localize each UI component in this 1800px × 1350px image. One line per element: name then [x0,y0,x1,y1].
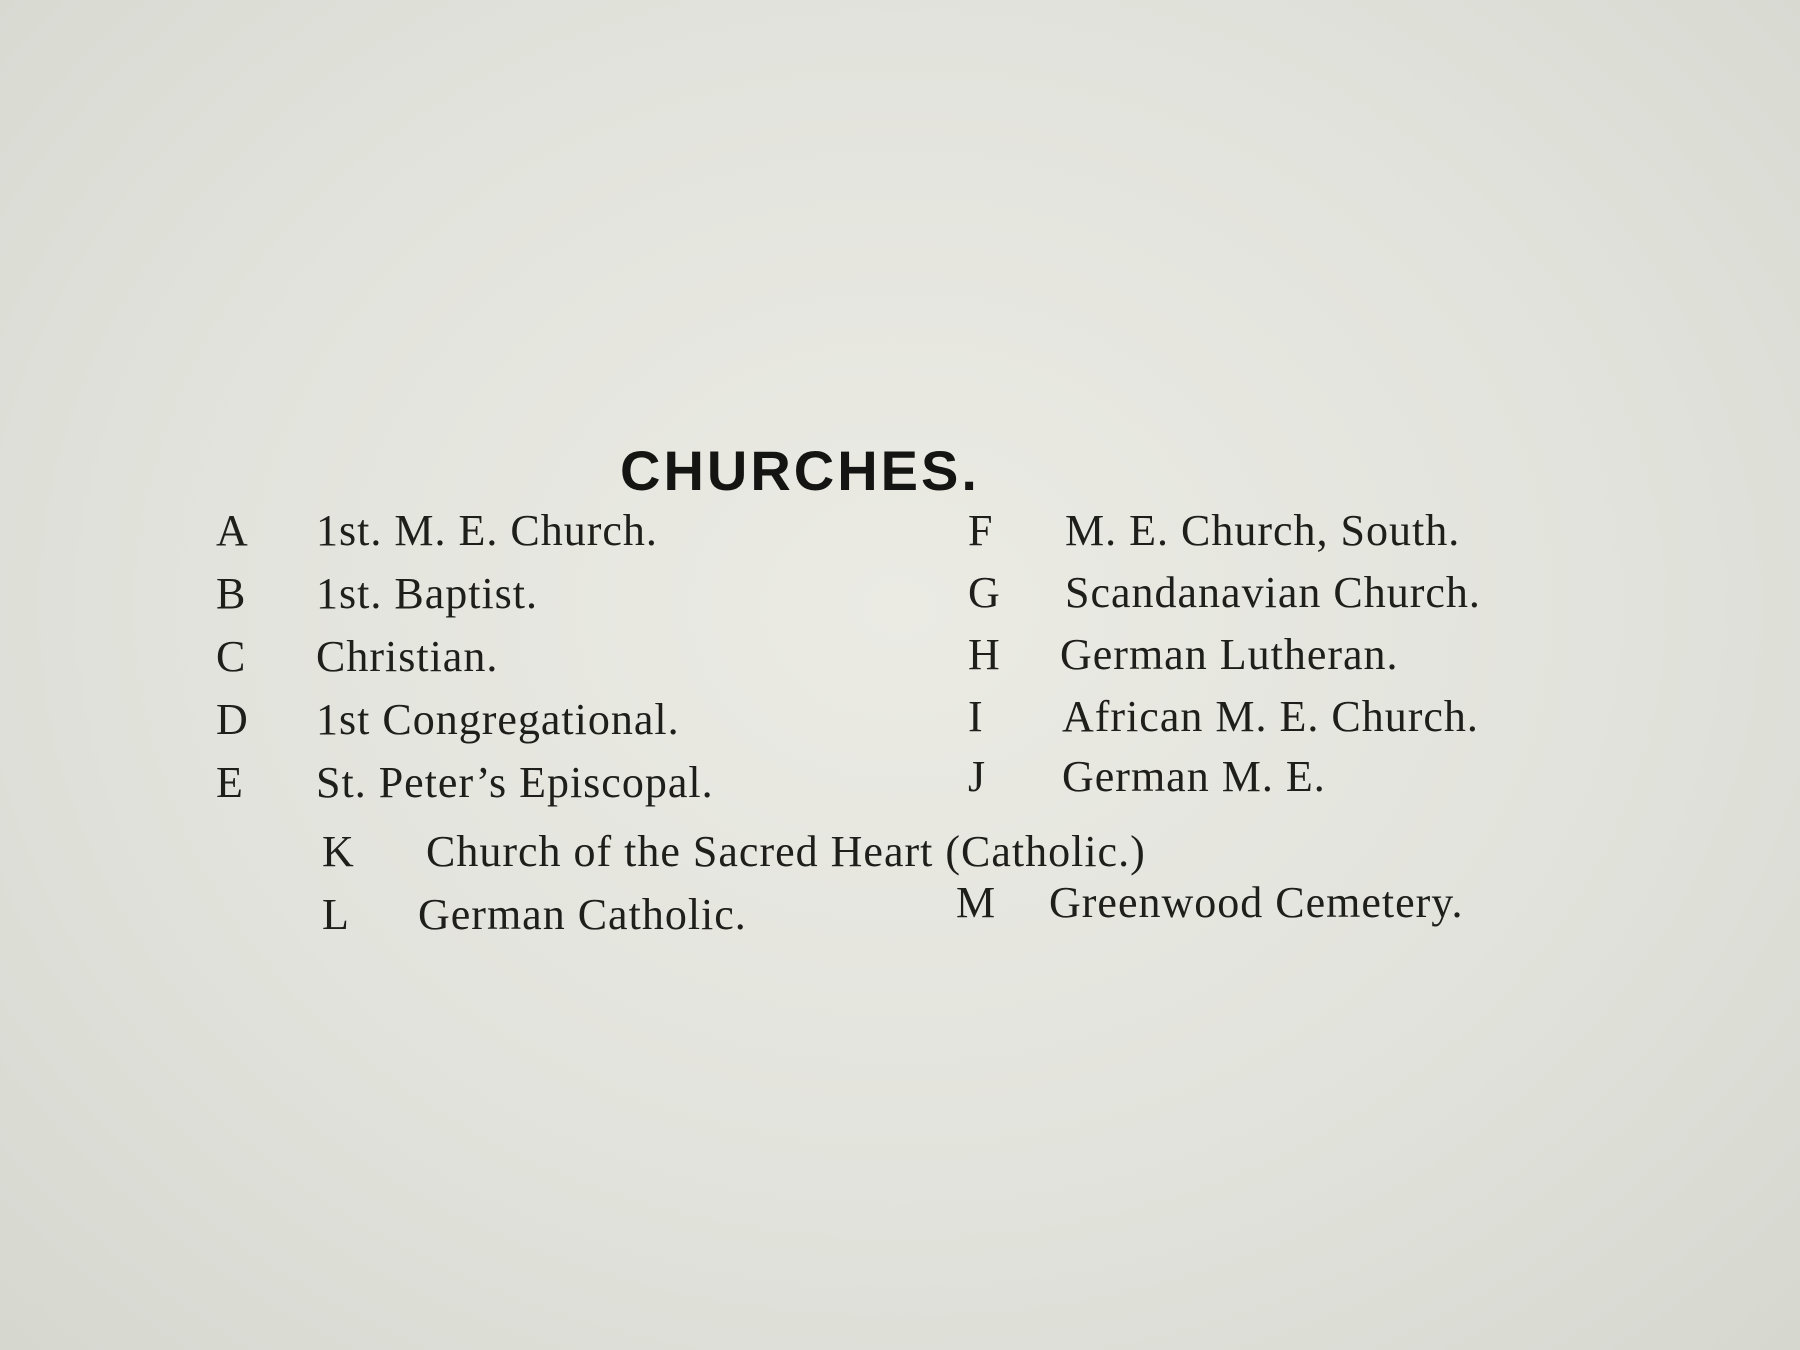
legend-label: Greenwood Cemetery. [1049,878,1464,927]
legend-letter: I [968,692,983,741]
page-title: CHURCHES. [620,439,980,502]
legend-letter: E [216,758,243,807]
legend-letter: F [968,506,993,555]
legend-letter: C [216,632,246,681]
legend-label: Church of the Sacred Heart (Catholic.) [426,827,1146,876]
legend-label: St. Peter’s Episcopal. [316,758,714,807]
legend-label: 1st. M. E. Church. [316,506,658,555]
legend-letter: H [968,630,1000,679]
legend-label: African M. E. Church. [1062,692,1479,741]
legend-label: German M. E. [1062,752,1326,801]
legend-label: 1st. Baptist. [316,569,539,618]
legend-letter: A [216,506,248,555]
legend-letter: M [956,878,996,927]
legend-letter: L [322,890,349,939]
legend-letter: K [322,827,354,876]
legend-letter: G [968,568,1000,617]
legend-label: German Catholic. [418,890,747,939]
legend-label: 1st Congregational. [316,695,680,744]
legend-letter: B [216,569,246,618]
legend-label: Scandanavian Church. [1065,568,1481,617]
legend-letter: D [216,695,248,744]
legend-label: Christian. [316,632,499,681]
legend-label: German Lutheran. [1060,630,1399,679]
legend-letter: J [968,752,986,801]
legend-label: M. E. Church, South. [1065,506,1461,555]
